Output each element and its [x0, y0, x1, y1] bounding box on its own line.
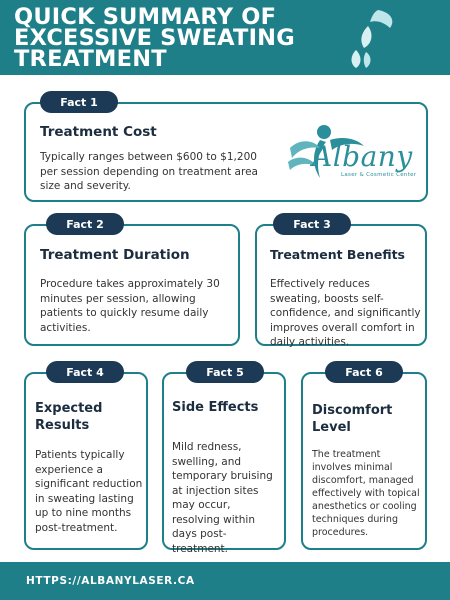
fact-6-body: The treatment involves minimal discomfort, managed effectively with topical anesthetics or cooling techniques during procedures. — [312, 449, 420, 538]
fact-4-title: Expected Results — [35, 401, 103, 433]
water-drops-icon — [338, 6, 398, 72]
fact-5-badge: Fact 5 — [186, 361, 264, 383]
fact-2-title: Treatment Duration — [40, 247, 190, 263]
fact-4-body: Patients typically experience a significant reduction in sweating lasting up to nine months post-treatment. — [35, 449, 143, 534]
fact-6-title: Discomfort Level — [312, 403, 393, 435]
fact-3-body: Effectively reduces sweating, boosts self-confidence, and significantly improves overall comfort in daily activities. — [270, 278, 421, 348]
fact-4-badge: Fact 4 — [46, 361, 124, 383]
footer-bar — [0, 562, 450, 600]
logo-tagline: Laser & Cosmetic Center — [341, 172, 417, 178]
fact-2-body: Procedure takes approximately 30 minutes per session, allowing patients to quickly resume daily activities. — [40, 278, 220, 334]
fact-3-title: Treatment Benefits — [270, 247, 405, 262]
fact-6-badge: Fact 6 — [325, 361, 403, 383]
page-title: QUICK SUMMARY OF EXCESSIVE SWEATING TREATMENT — [14, 4, 295, 72]
fact-1-body: Typically ranges between $600 to $1,200 per session depending on treatment area size and severity. — [40, 151, 258, 192]
fact-5-body: Mild redness, swelling, and temporary bruising at injection sites may occur, resolving within days post-treatment. — [172, 441, 273, 555]
fact-3-badge: Fact 3 — [273, 213, 351, 235]
fact-1-badge: Fact 1 — [40, 91, 118, 113]
header-banner — [0, 0, 450, 75]
fact-1-title: Treatment Cost — [40, 124, 157, 140]
logo-wordmark: Albany — [312, 140, 413, 173]
website-link[interactable]: HTTPS://ALBANYLASER.CA — [26, 575, 195, 587]
fact-5-title: Side Effects — [172, 400, 259, 415]
fact-2-badge: Fact 2 — [46, 213, 124, 235]
